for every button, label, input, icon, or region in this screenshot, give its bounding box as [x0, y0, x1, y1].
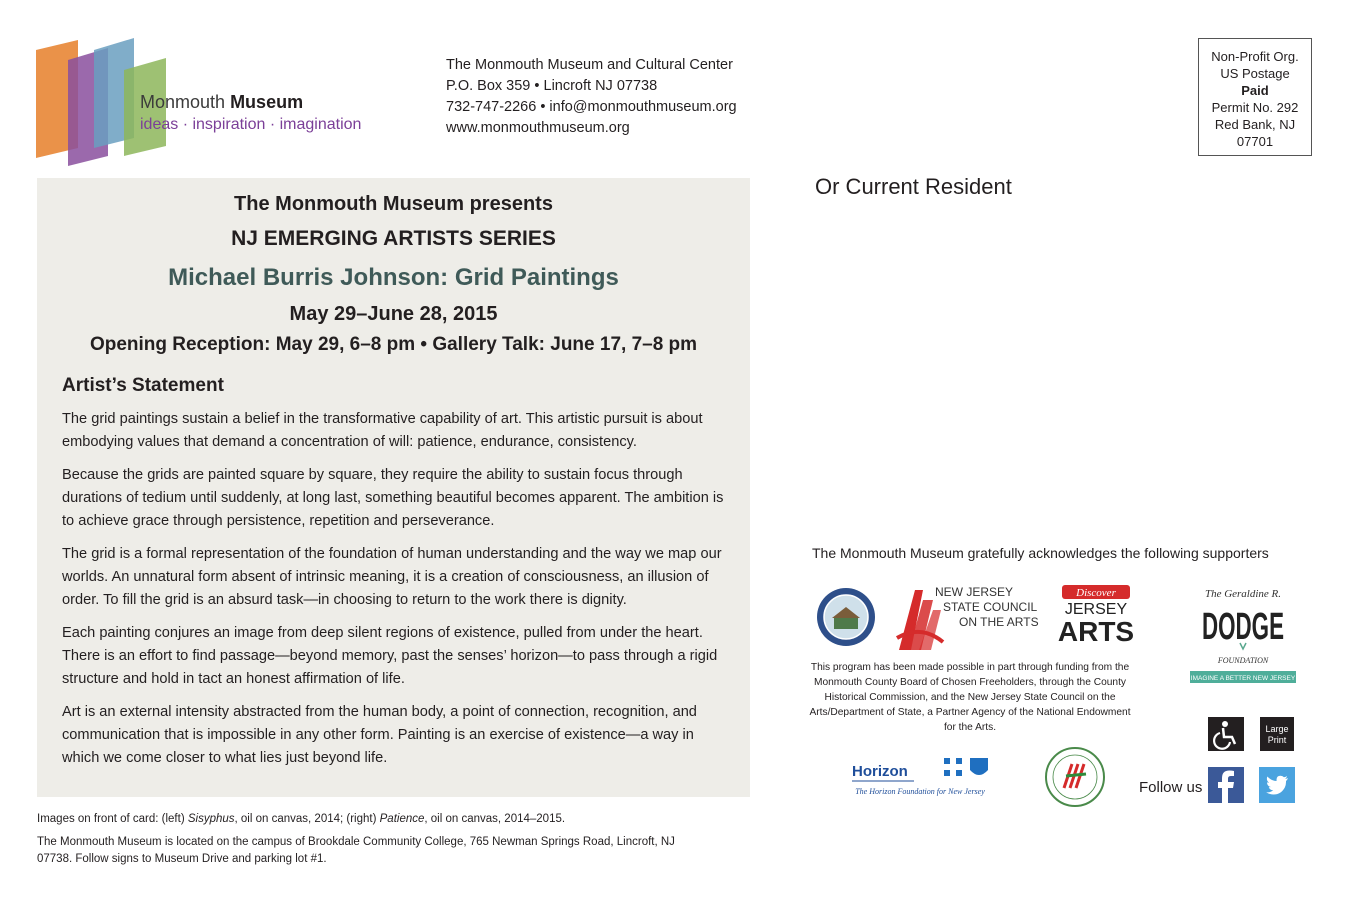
twitter-icon[interactable] [1259, 767, 1295, 803]
museum-name: Monmouth Museum [140, 92, 304, 112]
statement-paragraph: The grid is a formal representation of the foundation of human understanding and the way we map our worlds. An unnatural form absent of intrinsic meaning, it is a creation of consciousness, an illusion of order. To fill the grid is an absurd task—in choosing to return to the work there is dignity. [62, 546, 722, 608]
svg-text:ON THE ARTS: ON THE ARTS [959, 615, 1039, 629]
funding-acknowledgement: This program has been made possible in part through funding from the Monmouth County Board of Chosen Freeholders, through the County Historical Commission, and the New Jersey State Council on the Arts/Department of State, a Partner Agency of the National Endowment for the Arts. [809, 662, 1131, 733]
svg-text:NEW JERSEY: NEW JERSEY [935, 585, 1014, 599]
artist-statement [62, 408, 732, 780]
svg-text:DODGE: DODGE [1202, 606, 1284, 648]
statement-paragraph: The grid paintings sustain a belief in the transformative capability of art. This artistic pursuit is about embodying values that demand a concentration of will: patience, endurance, consistency. [62, 411, 703, 450]
dodge-foundation-logo [1188, 585, 1298, 687]
wheelchair-accessible-icon [1208, 717, 1244, 751]
image-credits: Images on front of card: (left) Sisyphus, oil on canvas, 2014; (right) Patience, oil on canvas, 2014–2015. [37, 813, 566, 825]
exhibit-events: Opening Reception: May 29, 6–8 pm • Gallery Talk: June 17, 7–8 pm [89, 334, 698, 355]
follow-us-label: Follow us [1139, 779, 1203, 796]
recipient-line: Or Current Resident [815, 174, 1012, 199]
series-title: NJ EMERGING ARTISTS SERIES [231, 227, 556, 250]
svg-text:The Horizon Foundation for New: The Horizon Foundation for New Jersey [855, 787, 985, 796]
exhibit-dates: May 29–June 28, 2015 [289, 303, 498, 325]
location-note: The Monmouth Museum is located on the campus of Brookdale Community College, 765 Newman Springs Road, Lincroft, NJ 07738. Follow signs to Museum Drive and parking lot #1. [37, 836, 675, 865]
return-address [446, 55, 737, 139]
museum-tagline: ideas · inspiration · imagination [140, 116, 362, 133]
museum-alliance-logo [1040, 746, 1110, 808]
supporters-heading: The Monmouth Museum gratefully acknowledges the following supporters [812, 545, 1269, 561]
svg-text:IMAGINE A BETTER NEW JERSEY: IMAGINE A BETTER NEW JERSEY [1190, 675, 1296, 682]
statement-heading: Artist’s Statement [62, 375, 224, 396]
exhibit-panel [37, 178, 750, 797]
presents-line: The Monmouth Museum presents [234, 193, 553, 215]
facebook-icon[interactable] [1208, 767, 1244, 803]
svg-text:Large: Large [1265, 724, 1289, 734]
svg-text:FOUNDATION: FOUNDATION [1217, 656, 1269, 665]
nj-state-council-logo [893, 580, 1045, 654]
exhibit-title: Michael Burris Johnson: Grid Paintings [168, 264, 619, 291]
svg-text:ARTS: ARTS [1057, 616, 1135, 647]
horizon-foundation-logo [848, 754, 993, 798]
svg-text:Print: Print [1267, 735, 1287, 745]
statement-paragraph: Because the grids are painted square by square, they require the ability to sustain focus through durations of tedium until suddenly, at long last, something beautiful becomes apparent. The ambition is to achieve grace through persistence, repetition and perseverance. [62, 467, 724, 529]
svg-text:The Geraldine R.: The Geraldine R. [1204, 588, 1282, 600]
county-seal-logo [816, 587, 876, 647]
address-org: The Monmouth Museum and Cultural Center [446, 57, 733, 73]
statement-paragraph: Each painting conjures an image from deep silent regions of existence, pulled from under the heart. There is an effort to find passage—beyond memory, past the senses’ horizon—to pass through a rigid structure and hold in tact an honest affirmation of life. [62, 625, 718, 687]
large-print-icon [1260, 717, 1294, 751]
address-contact[interactable]: 732-747-2266 • info@monmouthmuseum.org [446, 99, 737, 115]
svg-text:Horizon: Horizon [852, 763, 908, 780]
address-po-box: P.O. Box 359 • Lincroft NJ 07738 [446, 78, 658, 94]
postage-indicia: Non-Profit Org. US Postage Paid Permit No. 292 Red Bank, NJ 07701 [1198, 38, 1312, 156]
address-website[interactable]: www.monmouthmuseum.org [446, 120, 630, 136]
svg-text:STATE COUNCIL: STATE COUNCIL [943, 600, 1038, 614]
discover-jersey-arts-logo [1058, 583, 1134, 645]
statement-paragraph: Art is an external intensity abstracted from the human body, a point of connection, recognition, and communication that is impossible in any other form. Painting is an exercise of existence—a way in which we come closer to what lies just beyond life. [62, 704, 697, 766]
svg-text:Discover: Discover [1076, 587, 1116, 599]
svg-text:JERSEY: JERSEY [1064, 601, 1128, 618]
